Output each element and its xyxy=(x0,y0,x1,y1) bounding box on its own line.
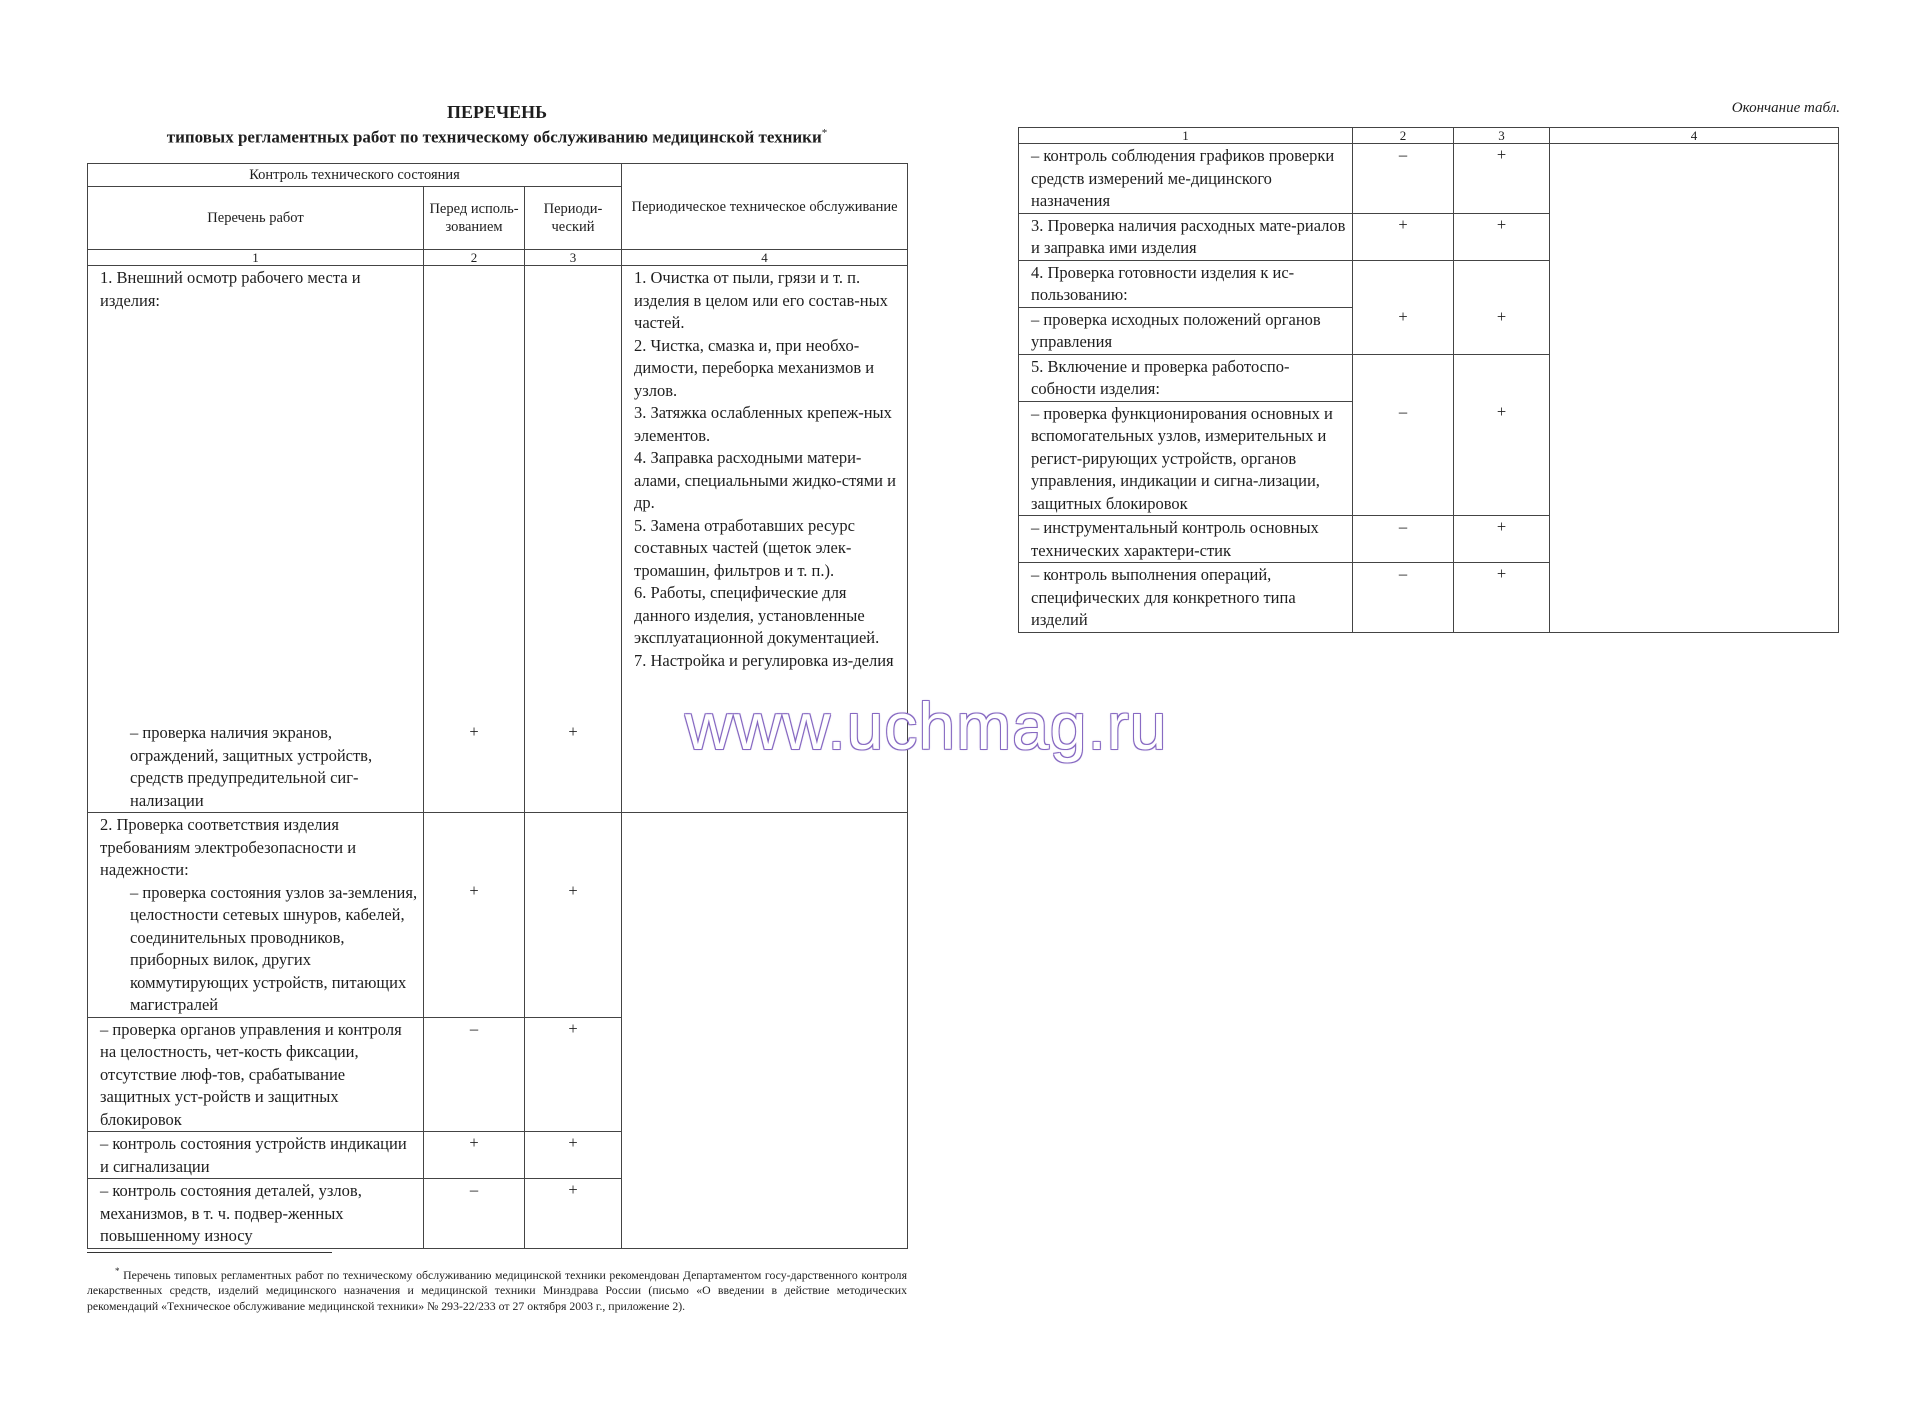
column-number: 1 xyxy=(1019,128,1353,144)
maintenance-item: 7. Настройка и регулировка из-делия xyxy=(634,650,894,670)
column-number: 2 xyxy=(1353,128,1454,144)
before-use-cell: + xyxy=(424,1132,525,1179)
work-cell: – проверка исходных положений органов управления xyxy=(1019,307,1353,354)
periodic-cell: + xyxy=(1454,213,1550,260)
periodic-mark: + xyxy=(1496,306,1507,326)
before-use-cell: – xyxy=(424,1179,525,1249)
maintenance-item: 5. Замена отработавших ресурс составных частей (щеток элек-тромашин, фильтров и т. п.). xyxy=(634,515,855,580)
document-title: ПЕРЕЧЕНЬ xyxy=(446,102,548,122)
before-use-cell: – xyxy=(1353,144,1454,214)
maintenance-item: 2. Чистка, смазка и, при необхо-димости, переборка механизмов и узлов. xyxy=(634,335,875,400)
before-use-cell: – xyxy=(1353,516,1454,563)
work-cell: – контроль выполнения операций, специфических для конкретного типа изделий xyxy=(1019,563,1353,633)
column-number: 2 xyxy=(424,250,525,266)
document-subtitle xyxy=(87,127,907,148)
work-subitem: – проверка состояния узлов за-земления, целостности сетевых шнуров, кабелей, соединительных проводников, приборных вилок, других коммутирующих устройств, питающих магистралей xyxy=(130,882,418,1014)
cell-spacer xyxy=(100,312,419,722)
maintenance-table-continuation xyxy=(1018,127,1839,633)
maintenance-item: 4. Заправка расходными матери-алами, специальными жидко-стями и др. xyxy=(634,448,896,512)
column-header-works: Перечень работ xyxy=(88,187,424,250)
table-header-row xyxy=(88,164,908,187)
work-cell: – контроль состояния деталей, узлов, механизмов, в т. ч. подвер-женных повышенному износу xyxy=(88,1179,424,1249)
work-text: 1. Внешний осмотр рабочего места и изделия: xyxy=(100,268,361,310)
column-number: 3 xyxy=(525,250,622,266)
before-use-mark: + xyxy=(469,881,479,900)
column-number-row xyxy=(1019,128,1839,144)
before-use-mark: – xyxy=(1398,401,1408,421)
periodic-cell: + xyxy=(525,1017,622,1132)
maintenance-item: 3. Затяжка ослабленных крепеж-ных элементов. xyxy=(634,403,892,445)
before-use-cell: – xyxy=(1353,563,1454,633)
before-use-cell: + xyxy=(1353,213,1454,260)
work-cell: – проверка функционирования основных и вспомогательных узлов, измерительных и регист-рирующих устройств, органов управления, индикации и сигна-лизации, защитных блокировок xyxy=(1019,401,1353,516)
maintenance-item: 1. Очистка от пыли, грязи и т. п. изделия в целом или его состав-ных частей. xyxy=(634,268,888,332)
before-use-mark: + xyxy=(1398,306,1408,326)
periodic-cell: + xyxy=(525,1179,622,1249)
table-row xyxy=(1019,144,1839,214)
maintenance-empty-cell xyxy=(622,813,908,1249)
work-cell: – инструментальный контроль основных технических характери-стик xyxy=(1019,516,1353,563)
column-number: 3 xyxy=(1454,128,1550,144)
continuation-label: Окончание табл. xyxy=(1731,100,1840,116)
periodic-mark: + xyxy=(568,721,578,741)
periodic-cell xyxy=(525,813,622,1018)
periodic-cell: + xyxy=(1454,516,1550,563)
periodic-mark: + xyxy=(1496,401,1507,421)
work-cell: 4. Проверка готовности изделия к ис-пользованию: xyxy=(1019,260,1353,307)
table-row xyxy=(88,813,908,1018)
before-use-cell: – xyxy=(424,1017,525,1132)
periodic-cell xyxy=(1454,354,1550,516)
periodic-cell: + xyxy=(1454,144,1550,214)
periodic-cell xyxy=(525,266,622,813)
footnote-mark: * xyxy=(821,127,828,139)
column-number: 1 xyxy=(88,250,424,266)
periodic-mark: + xyxy=(568,881,578,900)
work-cell: – контроль состояния устройств индикации и сигнализации xyxy=(88,1132,424,1179)
work-cell: 3. Проверка наличия расходных мате-риалов и заправка ими изделия xyxy=(1019,213,1353,260)
work-cell xyxy=(88,813,424,1018)
work-subitem: – проверка наличия экранов, ограждений, защитных устройств, средств предупредительной сиг-нализации xyxy=(130,723,373,810)
footnote xyxy=(87,1264,907,1314)
before-use-cell xyxy=(1353,354,1454,516)
work-cell xyxy=(88,266,424,813)
work-cell: 5. Включение и проверка работоспо-собности изделия: xyxy=(1019,354,1353,401)
periodic-cell: + xyxy=(525,1132,622,1179)
group-header: Контроль технического состояния xyxy=(88,164,622,187)
before-use-cell xyxy=(424,813,525,1018)
maintenance-item: 6. Работы, специфические для данного изделия, установленные эксплуатационной документацией. xyxy=(634,583,880,647)
footnote-text: Перечень типовых регламентных работ по техническому обслуживанию медицинской техники рекомендован Департаментом госу-дарственного контроля лекарственных средств, изделий медицинского назначения и медицинской техники Минздрава России (письмо «О введении в действие методических рекомендаций «Техническое обслуживание медицинской техники» № 293-22/233 от 27 октября 2003 г., приложение 2). xyxy=(87,1267,907,1313)
periodic-cell xyxy=(1454,260,1550,354)
column-header-maintenance: Периодическое техническое обслуживание xyxy=(622,164,908,250)
footnote-mark: * xyxy=(115,1266,120,1276)
column-number: 4 xyxy=(1550,128,1839,144)
work-text: 2. Проверка соответствия изделия требованиям электробезопасности и надежности: xyxy=(100,815,357,879)
footnote-divider xyxy=(87,1252,332,1253)
subtitle-text: типовых регламентных работ по техническому обслуживанию медицинской техники xyxy=(166,127,822,147)
column-number: 4 xyxy=(622,250,908,266)
work-cell: – контроль соблюдения графиков проверки средств измерений ме-дицинского назначения xyxy=(1019,144,1353,214)
work-cell: – проверка органов управления и контроля на целостность, чет-кость фиксации, отсутствие люф-тов, срабатывание защитных уст-ройств и защитных блокировок xyxy=(88,1017,424,1132)
watermark: www.uchmag.ru xyxy=(685,689,1168,763)
column-header-periodic: Периоди-ческий xyxy=(525,187,622,250)
maintenance-empty-cell xyxy=(1550,144,1839,633)
periodic-cell: + xyxy=(1454,563,1550,633)
before-use-mark: + xyxy=(469,721,479,741)
before-use-cell xyxy=(424,266,525,813)
column-number-row xyxy=(88,250,908,266)
column-header-before-use: Перед исполь-зованием xyxy=(424,187,525,250)
before-use-cell xyxy=(1353,260,1454,354)
